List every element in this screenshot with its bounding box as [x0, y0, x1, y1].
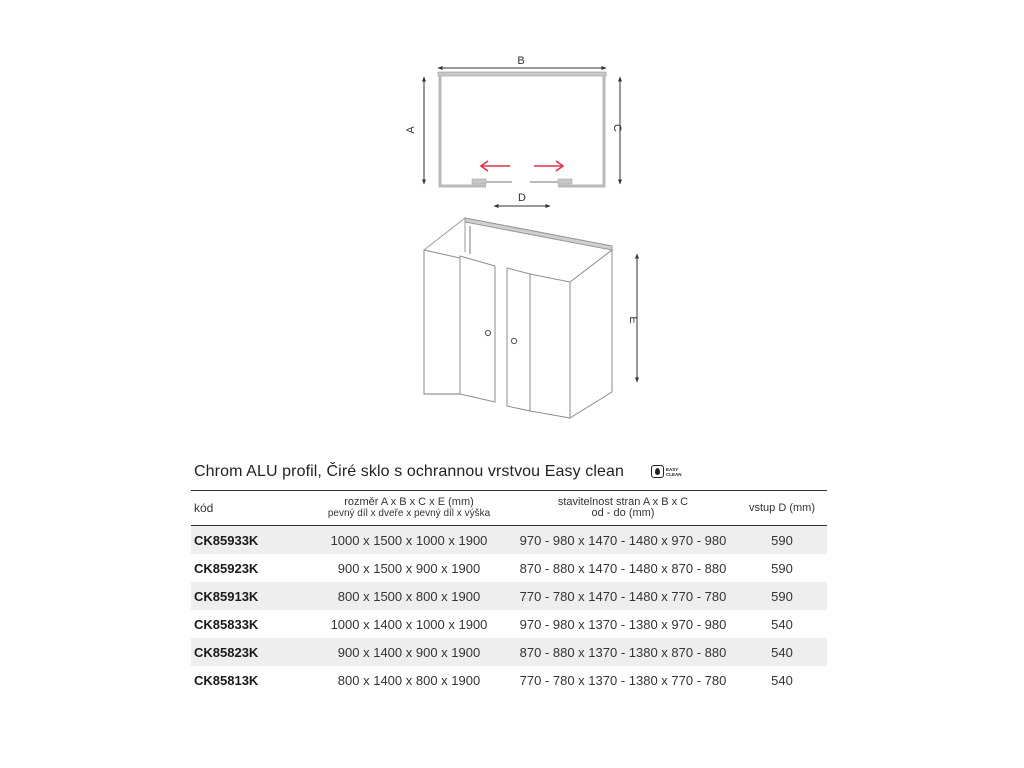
header-adjust-line2: od - do (mm)	[591, 507, 655, 519]
perspective-view	[424, 218, 612, 418]
header-code: kód	[191, 491, 309, 526]
cell-code: CK85813K	[191, 666, 309, 694]
cell-adjust: 870 - 880 x 1470 - 1480 x 870 - 880	[509, 554, 737, 582]
cell-entry: 540	[737, 666, 827, 694]
dimension-a	[405, 77, 424, 184]
cell-adjust: 870 - 880 x 1370 - 1380 x 870 - 880	[509, 638, 737, 666]
cell-size: 900 x 1500 x 900 x 1900	[309, 554, 509, 582]
dimension-e-label: E	[627, 316, 639, 324]
cell-size: 900 x 1400 x 900 x 1900	[309, 638, 509, 666]
cell-entry: 540	[737, 638, 827, 666]
cell-adjust: 770 - 780 x 1470 - 1480 x 770 - 780	[509, 582, 737, 610]
dimension-d-label: D	[518, 192, 526, 204]
cell-adjust: 770 - 780 x 1370 - 1380 x 770 - 780	[509, 666, 737, 694]
header-entry: vstup D (mm)	[737, 491, 827, 526]
cell-code: CK85923K	[191, 554, 309, 582]
cell-code: CK85933K	[191, 526, 309, 555]
sliding-arrows	[481, 161, 563, 171]
easy-clean-badge	[651, 465, 682, 478]
cell-code: CK85823K	[191, 638, 309, 666]
dimension-b	[438, 55, 606, 68]
top-view-frame	[438, 72, 606, 186]
spec-table	[191, 490, 827, 694]
table-title: Chrom ALU profil, Čiré sklo s ochrannou vrstvou Easy clean	[194, 463, 624, 480]
table-row	[191, 554, 827, 582]
cell-size: 1000 x 1400 x 1000 x 1900	[309, 610, 509, 638]
header-adjust	[509, 491, 737, 526]
dimension-b-label: B	[517, 55, 525, 67]
cell-entry: 540	[737, 610, 827, 638]
table-row	[191, 610, 827, 638]
cell-entry: 590	[737, 526, 827, 555]
cell-code: CK85833K	[191, 610, 309, 638]
cell-adjust: 970 - 980 x 1370 - 1380 x 970 - 980	[509, 610, 737, 638]
cell-size: 800 x 1400 x 800 x 1900	[309, 666, 509, 694]
badge-line1: EASY	[666, 466, 679, 472]
dimension-a-label: A	[405, 126, 417, 134]
header-adjust-line1: stavitelnost stran A x B x C	[557, 496, 689, 508]
header-size-line1: rozměr A x B x C x E (mm)	[344, 496, 474, 508]
cell-adjust: 970 - 980 x 1470 - 1480 x 970 - 980	[509, 526, 737, 555]
dimension-c-label: C	[611, 124, 623, 132]
water-drop-icon	[651, 465, 664, 478]
table-header-row	[191, 491, 827, 526]
header-size-line2: pevný díl x dveře x pevný díl x výška	[327, 508, 491, 519]
cell-code: CK85913K	[191, 582, 309, 610]
dimension-c	[611, 77, 623, 184]
cell-entry: 590	[737, 554, 827, 582]
header-size	[309, 491, 509, 526]
dimension-d	[494, 192, 550, 206]
table-row	[191, 666, 827, 694]
cell-entry: 590	[737, 582, 827, 610]
dimension-e	[627, 254, 639, 382]
table-row	[191, 582, 827, 610]
cell-size: 800 x 1500 x 800 x 1900	[309, 582, 509, 610]
badge-line2: CLEAN	[666, 471, 682, 477]
table-row	[191, 526, 827, 555]
table-row	[191, 638, 827, 666]
cell-size: 1000 x 1500 x 1000 x 1900	[309, 526, 509, 555]
